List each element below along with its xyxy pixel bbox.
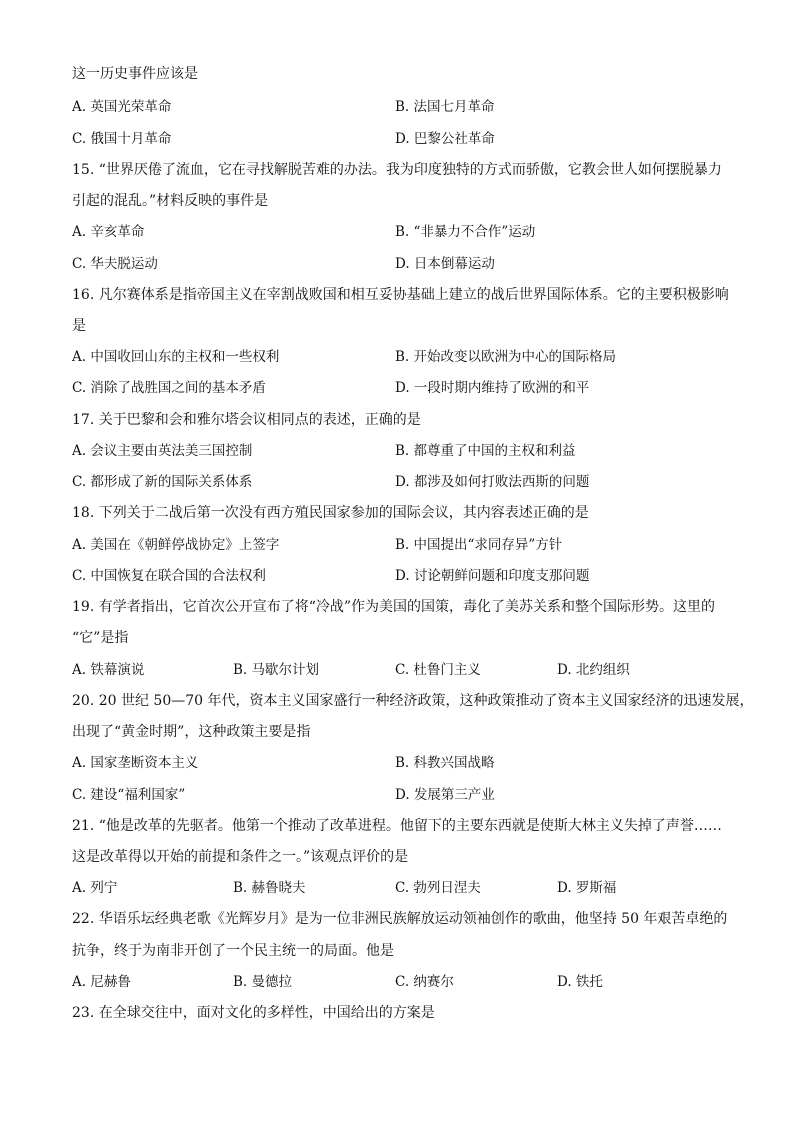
option-c: C. 纳赛尔 [395, 974, 454, 990]
option-d: D. 讨论朝鲜问题和印度支那问题 [395, 568, 590, 584]
option-a: A. 中国收回山东的主权和一些权利 [72, 349, 280, 365]
option-c: C. 勃列日涅夫 [395, 880, 481, 896]
option-b: B. 开始改变以欧洲为中心的国际格局 [395, 349, 617, 365]
option-a: A. 铁幕演说 [72, 662, 145, 678]
option-d: D. 都涉及如何打败法西斯的问题 [395, 474, 590, 490]
question-22-text: 22. 华语乐坛经典老歌《光辉岁月》是为一位非洲民族解放运动领袖创作的歌曲，他坚持 50 年艰苦卓绝的 [72, 911, 728, 927]
option-b: B. 科教兴国战略 [395, 755, 495, 771]
question-22-text-cont: 抗争，终于为南非开创了一个民主统一的局面。他是 [72, 943, 394, 959]
option-c: C. 杜鲁门主义 [395, 662, 481, 678]
question-19-text-cont: “它”是指 [72, 630, 129, 646]
question-20-text-cont: 出现了“黄金时期”，这种政策主要是指 [72, 724, 311, 740]
option-a: A. 辛亥革命 [72, 224, 145, 240]
question-21-text: 21. “他是改革的先驱者。他第一个推动了改革进程。他留下的主要东西就是使斯大林主义失掉了声誉…… [72, 818, 722, 834]
question-21-text-cont: 这是改革得以开始的前提和条件之一。”该观点评价的是 [72, 849, 409, 865]
option-c: C. 俄国十月革命 [72, 131, 172, 147]
option-d: D. 罗斯福 [557, 880, 617, 896]
option-a: A. 尼赫鲁 [72, 974, 131, 990]
option-c: C. 建设“福利国家” [72, 787, 186, 803]
question-text: 这一历史事件应该是 [72, 66, 198, 82]
option-c: C. 华夫脱运动 [72, 256, 158, 272]
option-c: C. 都形成了新的国际关系体系 [72, 474, 253, 490]
option-b: B. 都尊重了中国的主权和利益 [395, 443, 576, 459]
option-d: D. 发展第三产业 [395, 787, 495, 803]
option-b: B. 马歇尔计划 [233, 662, 320, 678]
option-a: A. 国家垄断资本主义 [72, 755, 199, 771]
question-16-text: 16. 凡尔赛体系是指帝国主义在宰割战败国和相互妥协基础上建立的战后世界国际体系。它的主要积极影响 [72, 287, 729, 303]
question-17-text: 17. 关于巴黎和会和雅尔塔会议相同点的表述，正确的是 [72, 412, 421, 428]
question-20-text: 20. 20 世纪 50—70 年代，资本主义国家盛行一种经济政策，这种政策推动了资本主义国家经济的迅速发展， [72, 693, 754, 709]
question-15-text: 15. “世界厌倦了流血，它在寻找解脱苦难的办法。我为印度独特的方式而骄傲，它教会世人如何摆脱暴力 [72, 162, 722, 178]
option-a: A. 美国在《朝鲜停战协定》上签字 [72, 537, 280, 553]
option-b: B. “非暴力不合作”运动 [395, 224, 536, 240]
option-c: C. 中国恢复在联合国的合法权利 [72, 568, 266, 584]
option-a: A. 英国光荣革命 [72, 99, 172, 115]
option-d: D. 巴黎公社革命 [395, 131, 495, 147]
question-19-text: 19. 有学者指出，它首次公开宣布了将“冷战”作为美国的国策，毒化了美苏关系和整个国际形势。这里的 [72, 599, 716, 615]
option-d: D. 日本倒幕运动 [395, 256, 495, 272]
question-18-text: 18. 下列关于二战后第一次没有西方殖民国家参加的国际会议，其内容表述正确的是 [72, 505, 589, 521]
option-b: B. 法国七月革命 [395, 99, 495, 115]
question-16-text-cont: 是 [72, 318, 86, 334]
option-b: B. 赫鲁晓夫 [233, 880, 306, 896]
option-d: D. 铁托 [557, 974, 603, 990]
option-c: C. 消除了战胜国之间的基本矛盾 [72, 380, 266, 396]
option-d: D. 北约组织 [557, 662, 630, 678]
option-a: A. 列宁 [72, 880, 118, 896]
option-a: A. 会议主要由英法美三国控制 [72, 443, 253, 459]
question-15-text-cont: 引起的混乱。”材料反映的事件是 [72, 193, 269, 209]
option-b: B. 曼德拉 [233, 974, 293, 990]
question-23-text: 23. 在全球交往中，面对文化的多样性，中国给出的方案是 [72, 1005, 435, 1021]
option-b: B. 中国提出“求同存异”方针 [395, 537, 563, 553]
option-d: D. 一段时期内维持了欧洲的和平 [395, 380, 590, 396]
